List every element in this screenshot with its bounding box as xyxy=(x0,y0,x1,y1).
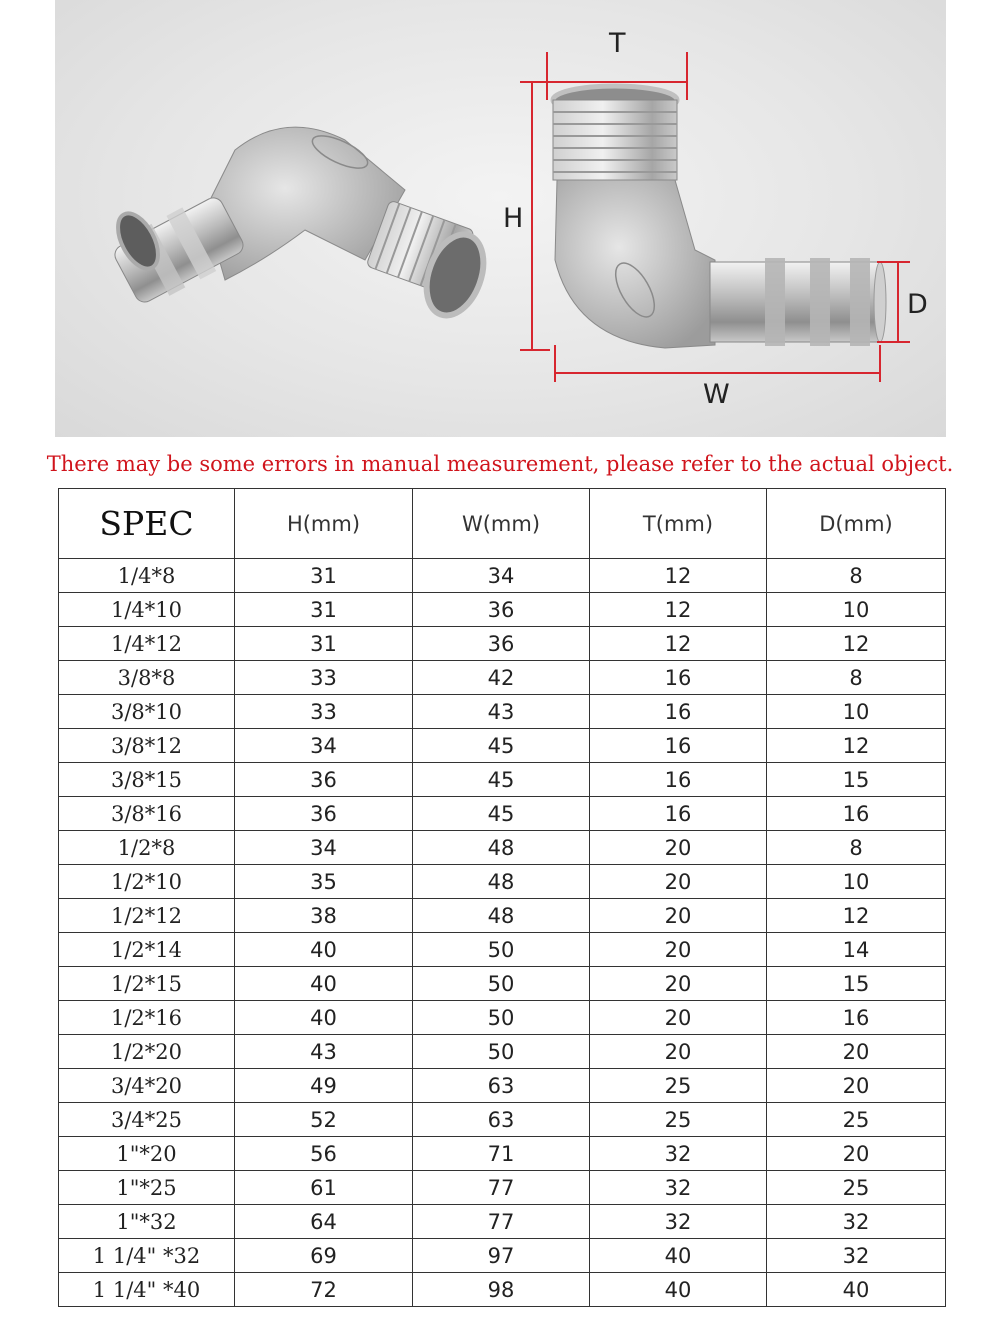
right-elbow-fitting xyxy=(553,86,886,348)
header-h: H(mm) xyxy=(235,489,413,559)
cell-h: 69 xyxy=(235,1239,413,1273)
cell-t: 40 xyxy=(590,1239,767,1273)
cell-h: 52 xyxy=(235,1103,413,1137)
table-row xyxy=(59,729,946,763)
cell-h: 64 xyxy=(235,1205,413,1239)
cell-h: 35 xyxy=(235,865,413,899)
cell-t: 20 xyxy=(590,1035,767,1069)
fitting-illustration xyxy=(55,0,946,437)
cell-d: 25 xyxy=(767,1103,946,1137)
cell-spec: 1/2*20 xyxy=(59,1035,235,1069)
cell-spec: 1/2*15 xyxy=(59,967,235,1001)
cell-d: 40 xyxy=(767,1273,946,1307)
cell-spec: 3/8*8 xyxy=(59,661,235,695)
table-row xyxy=(59,1239,946,1273)
cell-w: 50 xyxy=(413,933,590,967)
cell-spec: 3/8*12 xyxy=(59,729,235,763)
cell-h: 36 xyxy=(235,763,413,797)
cell-t: 20 xyxy=(590,865,767,899)
cell-t: 12 xyxy=(590,627,767,661)
dimension-label-h: H xyxy=(503,203,524,234)
cell-t: 25 xyxy=(590,1069,767,1103)
cell-d: 12 xyxy=(767,899,946,933)
cell-spec: 1"*25 xyxy=(59,1171,235,1205)
cell-t: 16 xyxy=(590,729,767,763)
cell-d: 8 xyxy=(767,559,946,593)
cell-t: 12 xyxy=(590,593,767,627)
cell-t: 20 xyxy=(590,831,767,865)
cell-t: 32 xyxy=(590,1205,767,1239)
cell-h: 38 xyxy=(235,899,413,933)
table-header-row xyxy=(59,489,946,559)
cell-spec: 3/8*10 xyxy=(59,695,235,729)
cell-d: 20 xyxy=(767,1137,946,1171)
table-row xyxy=(59,831,946,865)
cell-w: 63 xyxy=(413,1069,590,1103)
table-row xyxy=(59,865,946,899)
cell-spec: 1/2*16 xyxy=(59,1001,235,1035)
dimension-label-t: T xyxy=(609,28,626,59)
cell-spec: 1/2*14 xyxy=(59,933,235,967)
cell-w: 43 xyxy=(413,695,590,729)
cell-w: 48 xyxy=(413,865,590,899)
cell-t: 16 xyxy=(590,695,767,729)
cell-w: 98 xyxy=(413,1273,590,1307)
cell-spec: 1/2*8 xyxy=(59,831,235,865)
table-row xyxy=(59,1069,946,1103)
cell-w: 48 xyxy=(413,899,590,933)
cell-spec: 1"*20 xyxy=(59,1137,235,1171)
cell-t: 20 xyxy=(590,899,767,933)
cell-d: 12 xyxy=(767,729,946,763)
cell-h: 61 xyxy=(235,1171,413,1205)
cell-d: 32 xyxy=(767,1239,946,1273)
cell-w: 50 xyxy=(413,1001,590,1035)
cell-t: 16 xyxy=(590,763,767,797)
cell-d: 14 xyxy=(767,933,946,967)
cell-d: 10 xyxy=(767,593,946,627)
cell-spec: 3/4*25 xyxy=(59,1103,235,1137)
table-body xyxy=(59,559,946,1307)
cell-w: 42 xyxy=(413,661,590,695)
cell-w: 50 xyxy=(413,1035,590,1069)
cell-h: 40 xyxy=(235,1001,413,1035)
cell-w: 36 xyxy=(413,593,590,627)
cell-h: 40 xyxy=(235,933,413,967)
table-row xyxy=(59,661,946,695)
table-row xyxy=(59,593,946,627)
cell-h: 56 xyxy=(235,1137,413,1171)
cell-w: 97 xyxy=(413,1239,590,1273)
table-row xyxy=(59,695,946,729)
cell-d: 20 xyxy=(767,1035,946,1069)
table-row xyxy=(59,627,946,661)
cell-t: 20 xyxy=(590,967,767,1001)
table-row xyxy=(59,763,946,797)
measurement-note: There may be some errors in manual measurement, please refer to the actual object. xyxy=(46,452,954,476)
cell-spec: 1 1/4" *32 xyxy=(59,1239,235,1273)
cell-t: 32 xyxy=(590,1171,767,1205)
table-row xyxy=(59,933,946,967)
cell-t: 16 xyxy=(590,661,767,695)
header-w: W(mm) xyxy=(413,489,590,559)
table-row xyxy=(59,1035,946,1069)
spec-table xyxy=(58,488,946,1307)
table-row xyxy=(59,1205,946,1239)
cell-h: 31 xyxy=(235,593,413,627)
cell-w: 36 xyxy=(413,627,590,661)
cell-d: 15 xyxy=(767,763,946,797)
header-spec: SPEC xyxy=(59,489,235,559)
cell-h: 31 xyxy=(235,559,413,593)
cell-spec: 3/8*16 xyxy=(59,797,235,831)
cell-w: 77 xyxy=(413,1205,590,1239)
dimension-label-d: D xyxy=(907,289,928,320)
cell-spec: 3/8*15 xyxy=(59,763,235,797)
cell-h: 72 xyxy=(235,1273,413,1307)
header-t: T(mm) xyxy=(590,489,767,559)
cell-t: 12 xyxy=(590,559,767,593)
cell-w: 48 xyxy=(413,831,590,865)
cell-d: 32 xyxy=(767,1205,946,1239)
cell-h: 36 xyxy=(235,797,413,831)
cell-t: 20 xyxy=(590,1001,767,1035)
table-row xyxy=(59,797,946,831)
cell-h: 33 xyxy=(235,695,413,729)
cell-d: 10 xyxy=(767,695,946,729)
cell-h: 40 xyxy=(235,967,413,1001)
cell-t: 25 xyxy=(590,1103,767,1137)
cell-t: 32 xyxy=(590,1137,767,1171)
cell-spec: 1/4*8 xyxy=(59,559,235,593)
table-row xyxy=(59,1171,946,1205)
cell-w: 63 xyxy=(413,1103,590,1137)
cell-t: 20 xyxy=(590,933,767,967)
table-row xyxy=(59,1103,946,1137)
table-row xyxy=(59,967,946,1001)
cell-w: 45 xyxy=(413,797,590,831)
cell-w: 71 xyxy=(413,1137,590,1171)
cell-h: 34 xyxy=(235,831,413,865)
cell-w: 50 xyxy=(413,967,590,1001)
cell-h: 31 xyxy=(235,627,413,661)
cell-d: 8 xyxy=(767,831,946,865)
cell-w: 77 xyxy=(413,1171,590,1205)
cell-w: 45 xyxy=(413,729,590,763)
cell-spec: 1/2*12 xyxy=(59,899,235,933)
cell-d: 25 xyxy=(767,1171,946,1205)
table-row xyxy=(59,899,946,933)
header-d: D(mm) xyxy=(767,489,946,559)
cell-spec: 1/2*10 xyxy=(59,865,235,899)
cell-spec: 1/4*12 xyxy=(59,627,235,661)
table-row xyxy=(59,1001,946,1035)
dimension-label-w: W xyxy=(703,379,730,410)
product-photo xyxy=(55,0,946,437)
cell-h: 33 xyxy=(235,661,413,695)
cell-h: 34 xyxy=(235,729,413,763)
cell-w: 45 xyxy=(413,763,590,797)
cell-spec: 1 1/4" *40 xyxy=(59,1273,235,1307)
cell-d: 15 xyxy=(767,967,946,1001)
cell-t: 40 xyxy=(590,1273,767,1307)
cell-d: 16 xyxy=(767,797,946,831)
table-row xyxy=(59,559,946,593)
cell-h: 49 xyxy=(235,1069,413,1103)
cell-d: 8 xyxy=(767,661,946,695)
cell-d: 20 xyxy=(767,1069,946,1103)
cell-spec: 1/4*10 xyxy=(59,593,235,627)
cell-d: 12 xyxy=(767,627,946,661)
cell-d: 10 xyxy=(767,865,946,899)
cell-d: 16 xyxy=(767,1001,946,1035)
cell-spec: 3/4*20 xyxy=(59,1069,235,1103)
cell-h: 43 xyxy=(235,1035,413,1069)
table-row xyxy=(59,1273,946,1307)
left-elbow-fitting xyxy=(109,127,494,323)
cell-t: 16 xyxy=(590,797,767,831)
cell-w: 34 xyxy=(413,559,590,593)
table-row xyxy=(59,1137,946,1171)
cell-spec: 1"*32 xyxy=(59,1205,235,1239)
